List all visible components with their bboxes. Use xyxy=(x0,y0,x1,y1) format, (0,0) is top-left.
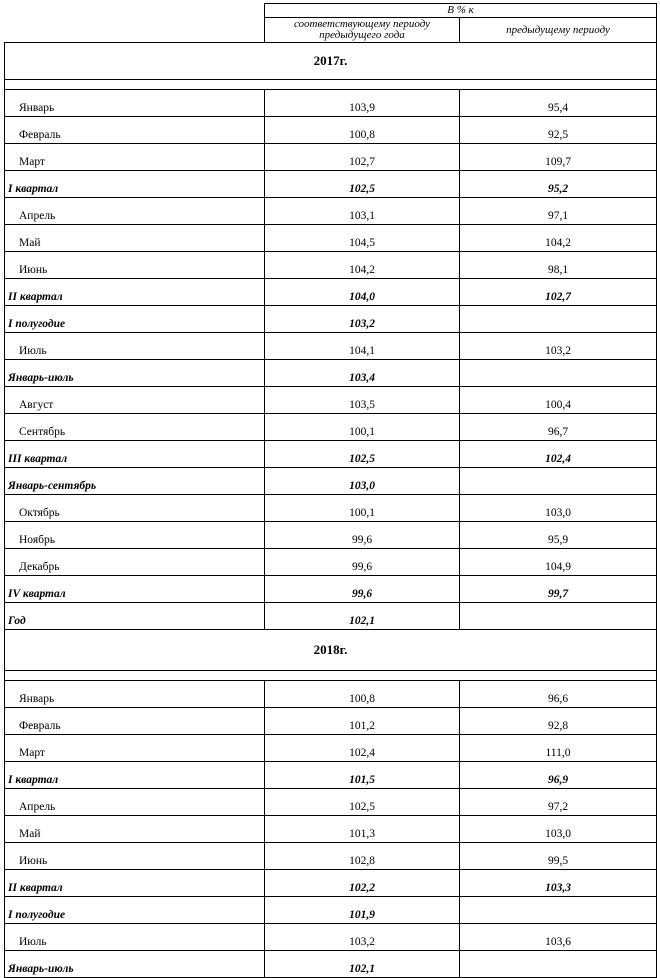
summary-row xyxy=(5,360,657,387)
period-label: Ноябрь xyxy=(5,522,265,549)
value-previous-period: 95,9 xyxy=(460,522,657,549)
value-same-period: 103,9 xyxy=(265,90,460,117)
value-previous-period: 109,7 xyxy=(460,144,657,171)
value-same-period: 99,6 xyxy=(265,576,460,603)
value-same-period: 102,8 xyxy=(265,843,460,870)
value-previous-period: 99,7 xyxy=(460,576,657,603)
value-same-period: 104,5 xyxy=(265,225,460,252)
period-label: I квартал xyxy=(5,171,265,198)
summary-row xyxy=(5,171,657,198)
value-same-period: 104,2 xyxy=(265,252,460,279)
header-col-same-period: соответствующему периоду предыдущего года xyxy=(265,18,460,43)
period-label: Февраль xyxy=(5,117,265,144)
month-row xyxy=(5,144,657,171)
year-spacer-row xyxy=(5,80,657,90)
period-label: Июнь xyxy=(5,843,265,870)
value-same-period: 101,2 xyxy=(265,708,460,735)
value-previous-period: 103,0 xyxy=(460,816,657,843)
month-row xyxy=(5,549,657,576)
summary-row xyxy=(5,951,657,978)
period-label: Май xyxy=(5,816,265,843)
index-table-body xyxy=(5,4,657,978)
period-label: Март xyxy=(5,735,265,762)
value-previous-period: 111,0 xyxy=(460,735,657,762)
value-previous-period: 104,9 xyxy=(460,549,657,576)
period-label: Январь xyxy=(5,90,265,117)
summary-row xyxy=(5,870,657,897)
value-same-period: 102,5 xyxy=(265,171,460,198)
period-label: Июль xyxy=(5,333,265,360)
month-row xyxy=(5,225,657,252)
period-label: Июнь xyxy=(5,252,265,279)
value-same-period: 102,2 xyxy=(265,870,460,897)
period-label: Январь-сентябрь xyxy=(5,468,265,495)
value-previous-period xyxy=(460,306,657,333)
index-table xyxy=(4,3,657,978)
value-previous-period xyxy=(460,897,657,924)
year-spacer-row xyxy=(5,671,657,681)
value-previous-period: 104,2 xyxy=(460,225,657,252)
value-same-period: 102,1 xyxy=(265,951,460,978)
period-label: Май xyxy=(5,225,265,252)
value-same-period: 100,8 xyxy=(265,681,460,708)
summary-row xyxy=(5,603,657,630)
value-same-period: 102,5 xyxy=(265,441,460,468)
month-row xyxy=(5,924,657,951)
month-row xyxy=(5,735,657,762)
period-label: Март xyxy=(5,144,265,171)
value-previous-period xyxy=(460,360,657,387)
value-same-period: 100,1 xyxy=(265,495,460,522)
value-previous-period: 99,5 xyxy=(460,843,657,870)
value-previous-period: 103,2 xyxy=(460,333,657,360)
month-row xyxy=(5,708,657,735)
value-same-period: 103,2 xyxy=(265,306,460,333)
value-previous-period: 96,6 xyxy=(460,681,657,708)
period-label: II квартал xyxy=(5,279,265,306)
spacer-cell xyxy=(5,80,657,90)
month-row xyxy=(5,816,657,843)
value-same-period: 100,8 xyxy=(265,117,460,144)
value-previous-period: 103,0 xyxy=(460,495,657,522)
spacer-cell xyxy=(5,671,657,681)
value-same-period: 99,6 xyxy=(265,549,460,576)
value-previous-period xyxy=(460,951,657,978)
value-same-period: 102,5 xyxy=(265,789,460,816)
value-previous-period: 102,7 xyxy=(460,279,657,306)
header-corner-cell xyxy=(5,4,265,43)
period-label: I полугодие xyxy=(5,897,265,924)
value-same-period: 104,1 xyxy=(265,333,460,360)
value-previous-period: 100,4 xyxy=(460,387,657,414)
month-row xyxy=(5,252,657,279)
value-same-period: 101,5 xyxy=(265,762,460,789)
header-row-group xyxy=(5,4,657,18)
value-same-period: 103,4 xyxy=(265,360,460,387)
value-same-period: 103,2 xyxy=(265,924,460,951)
value-previous-period: 97,2 xyxy=(460,789,657,816)
value-same-period: 102,1 xyxy=(265,603,460,630)
year-row xyxy=(5,630,657,671)
value-previous-period: 96,9 xyxy=(460,762,657,789)
period-label: Август xyxy=(5,387,265,414)
value-same-period: 103,0 xyxy=(265,468,460,495)
header-col-previous-period: предыдущему периоду xyxy=(460,18,657,43)
period-label: Июль xyxy=(5,924,265,951)
value-previous-period: 98,1 xyxy=(460,252,657,279)
month-row xyxy=(5,90,657,117)
summary-row xyxy=(5,306,657,333)
period-label: Январь-июль xyxy=(5,360,265,387)
value-previous-period: 92,8 xyxy=(460,708,657,735)
value-previous-period: 95,4 xyxy=(460,90,657,117)
month-row xyxy=(5,843,657,870)
value-same-period: 99,6 xyxy=(265,522,460,549)
month-row xyxy=(5,789,657,816)
value-previous-period xyxy=(460,468,657,495)
period-label: Год xyxy=(5,603,265,630)
month-row xyxy=(5,198,657,225)
month-row xyxy=(5,333,657,360)
month-row xyxy=(5,522,657,549)
value-previous-period: 92,5 xyxy=(460,117,657,144)
value-same-period: 104,0 xyxy=(265,279,460,306)
summary-row xyxy=(5,468,657,495)
year-heading: 2017г. xyxy=(5,43,657,80)
period-label: III квартал xyxy=(5,441,265,468)
month-row xyxy=(5,117,657,144)
summary-row xyxy=(5,279,657,306)
value-previous-period: 96,7 xyxy=(460,414,657,441)
value-same-period: 103,5 xyxy=(265,387,460,414)
value-previous-period xyxy=(460,603,657,630)
year-row xyxy=(5,43,657,80)
value-previous-period: 103,3 xyxy=(460,870,657,897)
summary-row xyxy=(5,762,657,789)
month-row xyxy=(5,681,657,708)
value-previous-period: 103,6 xyxy=(460,924,657,951)
period-label: Апрель xyxy=(5,198,265,225)
value-previous-period: 95,2 xyxy=(460,171,657,198)
value-same-period: 102,4 xyxy=(265,735,460,762)
summary-row xyxy=(5,576,657,603)
period-label: Октябрь xyxy=(5,495,265,522)
value-same-period: 102,7 xyxy=(265,144,460,171)
period-label: Февраль xyxy=(5,708,265,735)
period-label: II квартал xyxy=(5,870,265,897)
value-same-period: 103,1 xyxy=(265,198,460,225)
value-same-period: 100,1 xyxy=(265,414,460,441)
value-previous-period: 102,4 xyxy=(460,441,657,468)
value-previous-period: 97,1 xyxy=(460,198,657,225)
period-label: I полугодие xyxy=(5,306,265,333)
year-heading: 2018г. xyxy=(5,630,657,671)
period-label: Апрель xyxy=(5,789,265,816)
header-group-label: В % к xyxy=(265,4,657,18)
month-row xyxy=(5,414,657,441)
period-label: Сентябрь xyxy=(5,414,265,441)
period-label: Декабрь xyxy=(5,549,265,576)
value-same-period: 101,3 xyxy=(265,816,460,843)
period-label: Январь-июль xyxy=(5,951,265,978)
month-row xyxy=(5,387,657,414)
period-label: Январь xyxy=(5,681,265,708)
summary-row xyxy=(5,441,657,468)
summary-row xyxy=(5,897,657,924)
month-row xyxy=(5,495,657,522)
period-label: I квартал xyxy=(5,762,265,789)
period-label: IV квартал xyxy=(5,576,265,603)
value-same-period: 101,9 xyxy=(265,897,460,924)
